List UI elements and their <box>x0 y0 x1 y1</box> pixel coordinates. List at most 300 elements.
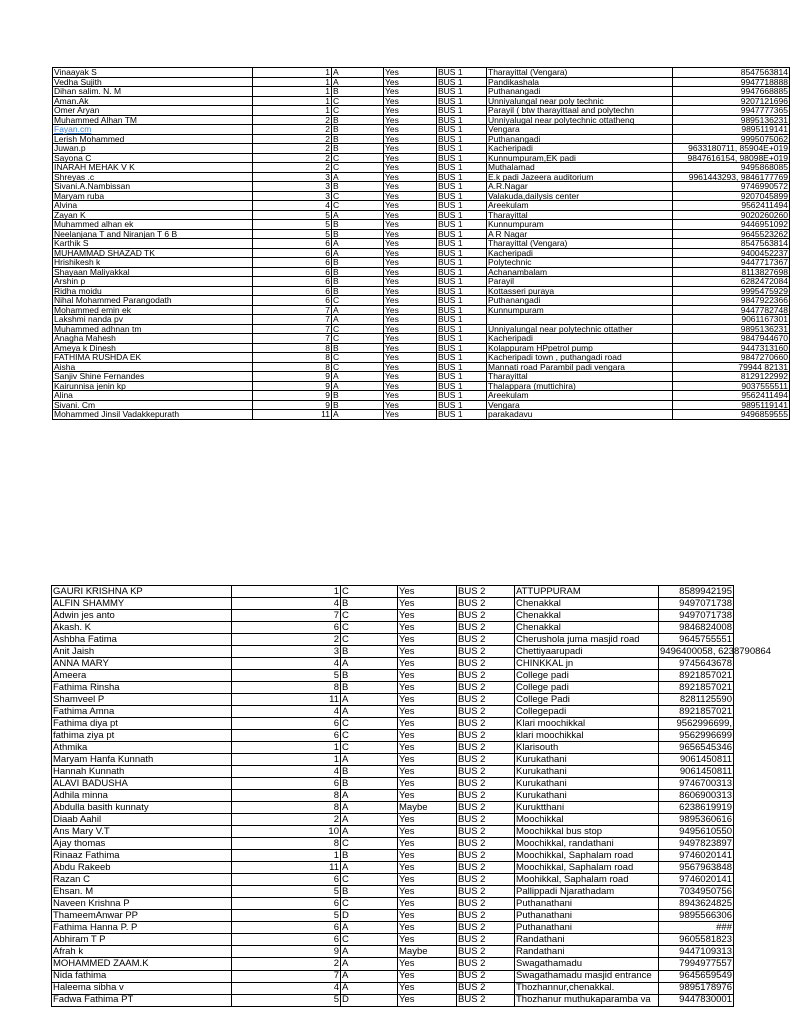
phone-number-cell: 9567963848 <box>659 862 734 874</box>
student-name-cell: Juwan.p <box>53 144 253 154</box>
phone-number-cell: 8921857021 <box>659 682 734 694</box>
bus-number-cell: BUS 1 <box>437 182 487 192</box>
table-row <box>53 239 790 249</box>
bus-number-cell: BUS 2 <box>457 670 515 682</box>
student-name-cell: Anit Jaish <box>52 646 232 658</box>
table-row <box>52 598 734 610</box>
bus-number-cell: BUS 2 <box>457 982 515 994</box>
pickup-location-cell: klari moochikkal <box>515 730 659 742</box>
pickup-location-cell: Mannati road Parambil padi vengara <box>487 362 673 372</box>
bus-number-cell: BUS 1 <box>437 353 487 363</box>
division-cell: B <box>341 646 398 658</box>
phone-number-cell: 9645659549 <box>659 970 734 982</box>
bus-number-cell: BUS 1 <box>437 144 487 154</box>
class-number-cell: 9 <box>253 381 332 391</box>
class-number-cell: 1 <box>232 586 341 598</box>
pickup-location-cell: Tharayittal (Vengara) <box>487 68 673 78</box>
division-cell: B <box>341 886 398 898</box>
table-row <box>52 886 734 898</box>
division-cell: A <box>341 970 398 982</box>
class-number-cell: 7 <box>253 305 332 315</box>
bus-number-cell: BUS 1 <box>437 229 487 239</box>
phone-number-cell: 9746700313 <box>659 778 734 790</box>
phone-number-cell: 9447782748 <box>673 305 790 315</box>
phone-number-cell: 9497071738 <box>659 610 734 622</box>
pickup-location-cell: ATTUPPURAM <box>515 586 659 598</box>
pickup-location-cell: Chenakkal <box>515 598 659 610</box>
pickup-location-cell: Kunnumpuram,EK padi <box>487 153 673 163</box>
phone-number-cell: 9020260260 <box>673 210 790 220</box>
transport-confirmed-cell: Yes <box>398 742 457 754</box>
student-name-cell: Razan C <box>52 874 232 886</box>
bus-number-cell: BUS 2 <box>457 586 515 598</box>
phone-number-cell: 8547563814 <box>673 239 790 249</box>
table-row <box>52 790 734 802</box>
bus-number-cell: BUS 1 <box>437 286 487 296</box>
division-cell: B <box>341 670 398 682</box>
bus-number-cell: BUS 2 <box>457 958 515 970</box>
class-number-cell: 2 <box>232 958 341 970</box>
transport-confirmed-cell: Maybe <box>398 946 457 958</box>
student-name-cell: Ameya k Dinesh <box>53 343 253 353</box>
class-number-cell: 6 <box>253 239 332 249</box>
bus-number-cell: BUS 2 <box>457 634 515 646</box>
phone-number-cell: 9447830001 <box>659 994 734 1006</box>
bus-number-cell: BUS 1 <box>437 77 487 87</box>
class-number-cell: 9 <box>253 372 332 382</box>
bus-number-cell: BUS 1 <box>437 96 487 106</box>
phone-number-cell: 8943624825 <box>659 898 734 910</box>
bus-number-cell: BUS 2 <box>457 730 515 742</box>
transport-confirmed-cell: Yes <box>398 598 457 610</box>
table-row <box>53 372 790 382</box>
phone-number-cell: 9605581823 <box>659 934 734 946</box>
pickup-location-cell: Kunnumpuram <box>487 220 673 230</box>
transport-confirmed-cell: Yes <box>384 286 437 296</box>
student-name-cell: Aisha <box>53 362 253 372</box>
phone-number-cell: 9947718888 <box>673 77 790 87</box>
division-cell: B <box>332 229 384 239</box>
pickup-location-cell <box>487 315 673 325</box>
division-cell: A <box>341 694 398 706</box>
pickup-location-cell: A.R.Nagar <box>487 182 673 192</box>
pickup-location-cell: Thozhanur muthukaparamba va <box>515 994 659 1006</box>
class-number-cell: 6 <box>232 874 341 886</box>
student-name-cell: Haleema sibha v <box>52 982 232 994</box>
bus-number-cell: BUS 2 <box>457 790 515 802</box>
pickup-location-cell: Thozhannur,chenakkal. <box>515 982 659 994</box>
class-number-cell: 2 <box>253 125 332 135</box>
class-number-cell: 5 <box>253 229 332 239</box>
phone-number-cell: 9745643678 <box>659 658 734 670</box>
transport-confirmed-cell: Yes <box>384 324 437 334</box>
student-name-cell: Ridha moidu <box>53 286 253 296</box>
class-number-cell: 6 <box>232 922 341 934</box>
transport-confirmed-cell: Yes <box>398 670 457 682</box>
table-row <box>53 258 790 268</box>
division-cell: B <box>332 286 384 296</box>
pickup-location-cell: Moochikkal, randathani <box>515 838 659 850</box>
student-name-cell: Muhammed Alhan TM <box>53 115 253 125</box>
class-number-cell: 6 <box>253 248 332 258</box>
pickup-location-cell: Moochikkal, Saphalam road <box>515 862 659 874</box>
bus-number-cell: BUS 1 <box>437 191 487 201</box>
transport-confirmed-cell: Yes <box>398 706 457 718</box>
student-name-cell: Ashbha Fatima <box>52 634 232 646</box>
bus-number-cell: BUS 1 <box>437 372 487 382</box>
transport-confirmed-cell: Yes <box>384 182 437 192</box>
division-cell: C <box>332 163 384 173</box>
student-name-cell: Lerish Mohammed <box>53 134 253 144</box>
pickup-location-cell: Areekulam <box>487 201 673 211</box>
phone-number-cell: 8589942195 <box>659 586 734 598</box>
pickup-location-cell: Klarisouth <box>515 742 659 754</box>
table-row <box>52 646 734 658</box>
table-row <box>53 191 790 201</box>
student-name-cell: Omer Aryan <box>53 106 253 116</box>
pickup-location-cell: A R Nagar <box>487 229 673 239</box>
table-row <box>52 982 734 994</box>
pickup-location-cell: Tharayittal (Vengara) <box>487 239 673 249</box>
pickup-location-cell: Kunnumpuram <box>487 305 673 315</box>
class-number-cell: 4 <box>232 658 341 670</box>
table-row <box>53 77 790 87</box>
table-row <box>52 970 734 982</box>
transport-confirmed-cell: Yes <box>384 391 437 401</box>
student-name-cell: Muhammed adhnan tm <box>53 324 253 334</box>
student-name-cell: Abdu Rakeeb <box>52 862 232 874</box>
student-name-cell: Alina <box>53 391 253 401</box>
class-number-cell: 7 <box>232 970 341 982</box>
bus-number-cell: BUS 1 <box>437 277 487 287</box>
pickup-location-cell: Valakuda,dailysis center <box>487 191 673 201</box>
class-number-cell: 4 <box>232 706 341 718</box>
division-cell: A <box>332 410 384 420</box>
table-row <box>53 343 790 353</box>
bus-number-cell: BUS 1 <box>437 134 487 144</box>
phone-number-cell: 8547563814 <box>673 68 790 78</box>
division-cell: C <box>341 718 398 730</box>
bus-number-cell: BUS 1 <box>437 362 487 372</box>
pickup-location-cell: Collegepadi <box>515 706 659 718</box>
transport-confirmed-cell: Yes <box>398 814 457 826</box>
division-cell: C <box>332 153 384 163</box>
transport-confirmed-cell: Yes <box>384 191 437 201</box>
student-name-cell: Athmika <box>52 742 232 754</box>
pickup-location-cell: Moochikkal <box>515 814 659 826</box>
transport-confirmed-cell: Yes <box>384 410 437 420</box>
phone-number-cell: 9847616154, 98098E+019 <box>673 153 790 163</box>
phone-number-cell: 9037555511 <box>673 381 790 391</box>
bus-number-cell: BUS 2 <box>457 766 515 778</box>
class-number-cell: 1 <box>232 742 341 754</box>
division-cell: A <box>341 802 398 814</box>
table-row <box>53 410 790 420</box>
table-row <box>52 754 734 766</box>
bus-number-cell: BUS 2 <box>457 946 515 958</box>
division-cell: A <box>341 790 398 802</box>
division-cell: B <box>332 125 384 135</box>
division-cell: C <box>332 334 384 344</box>
class-number-cell: 11 <box>232 694 341 706</box>
table-row <box>52 862 734 874</box>
phone-number-cell: 6282472084 <box>673 277 790 287</box>
pickup-location-cell: Kurukathani <box>515 754 659 766</box>
transport-confirmed-cell: Yes <box>398 886 457 898</box>
pickup-location-cell: Kuruktthani <box>515 802 659 814</box>
student-name-cell: Dihan salim. N. M <box>53 87 253 97</box>
division-cell: C <box>341 634 398 646</box>
bus-number-cell: BUS 2 <box>457 658 515 670</box>
student-name-cell: Maryam ruba <box>53 191 253 201</box>
division-cell: A <box>341 658 398 670</box>
student-name-cell: Anagha Mahesh <box>53 334 253 344</box>
student-name-cell: Karthik S <box>53 239 253 249</box>
division-cell: C <box>332 353 384 363</box>
student-name-cell: Diaab Aahil <box>52 814 232 826</box>
division-cell: B <box>332 134 384 144</box>
student-name-cell: Abhiram T P <box>52 934 232 946</box>
phone-number-cell: 9895360616 <box>659 814 734 826</box>
table-row <box>53 315 790 325</box>
pickup-location-cell: Chenakkal <box>515 610 659 622</box>
student-name-cell: ThameemAnwar PP <box>52 910 232 922</box>
student-name-cell: Sivani. Cm <box>53 400 253 410</box>
division-cell: B <box>332 115 384 125</box>
table-row <box>53 391 790 401</box>
table-row <box>52 874 734 886</box>
student-name-cell: Naveen Krishna P <box>52 898 232 910</box>
phone-number-cell: 9207045899 <box>673 191 790 201</box>
class-number-cell: 8 <box>232 802 341 814</box>
transport-confirmed-cell: Yes <box>398 994 457 1006</box>
transport-confirmed-cell: Yes <box>398 838 457 850</box>
student-name-cell: Vinaayak S <box>53 68 253 78</box>
table-row <box>52 730 734 742</box>
division-cell: A <box>341 958 398 970</box>
pickup-location-cell: Parayil <box>487 277 673 287</box>
student-name-cell: Shamveel P <box>52 694 232 706</box>
table-row <box>53 144 790 154</box>
pickup-location-cell: Kacheripadi <box>487 334 673 344</box>
bus-number-cell: BUS 1 <box>437 68 487 78</box>
bus2-student-table <box>51 585 771 1007</box>
transport-confirmed-cell: Yes <box>384 229 437 239</box>
division-cell: C <box>332 96 384 106</box>
table-row <box>53 229 790 239</box>
bus-number-cell: BUS 2 <box>457 814 515 826</box>
class-number-cell: 8 <box>232 790 341 802</box>
class-number-cell: 6 <box>253 267 332 277</box>
class-number-cell: 5 <box>232 670 341 682</box>
transport-confirmed-cell: Yes <box>398 874 457 886</box>
table-row <box>53 134 790 144</box>
phone-number-cell: 9495610550 <box>659 826 734 838</box>
phone-number-cell: 9895566306 <box>659 910 734 922</box>
bus2-table-body <box>52 585 771 1007</box>
transport-confirmed-cell: Yes <box>384 201 437 211</box>
division-cell: A <box>341 826 398 838</box>
phone-number-cell: 9562996699 <box>659 730 734 742</box>
student-name-cell: Fathima Amna <box>52 706 232 718</box>
student-name-cell: Zayan K <box>53 210 253 220</box>
division-cell: C <box>332 296 384 306</box>
student-name-cell: Shreyas .c <box>53 172 253 182</box>
class-number-cell: 9 <box>253 400 332 410</box>
table-row <box>52 946 734 958</box>
bus-number-cell: BUS 1 <box>437 172 487 182</box>
student-name-cell: Fadwa Fathima PT <box>52 994 232 1006</box>
bus-number-cell: BUS 2 <box>457 706 515 718</box>
transport-confirmed-cell: Yes <box>398 826 457 838</box>
student-name-cell: Afrah k <box>52 946 232 958</box>
phone-number-cell: 9895178976 <box>659 982 734 994</box>
bus-number-cell: BUS 2 <box>457 742 515 754</box>
transport-confirmed-cell: Yes <box>384 381 437 391</box>
student-name-cell: Shayaan Maliyakkal <box>53 267 253 277</box>
phone-number-cell: 8113827698 <box>673 267 790 277</box>
class-number-cell: 8 <box>232 682 341 694</box>
table-row <box>52 898 734 910</box>
bus-number-cell: BUS 2 <box>457 910 515 922</box>
pickup-location-cell: Unniyalugal near polytechnic ottathenq <box>487 115 673 125</box>
division-cell: C <box>341 898 398 910</box>
pickup-location-cell: Chettiyaarupadi <box>515 646 659 658</box>
table-row <box>52 994 734 1006</box>
class-number-cell: 3 <box>232 646 341 658</box>
class-number-cell: 7 <box>253 334 332 344</box>
class-number-cell: 6 <box>232 622 341 634</box>
bus-number-cell: BUS 2 <box>457 970 515 982</box>
division-cell: B <box>332 267 384 277</box>
class-number-cell: 4 <box>232 766 341 778</box>
division-cell: D <box>341 910 398 922</box>
phone-number-cell: 9846824008 <box>659 622 734 634</box>
table-row <box>53 182 790 192</box>
table-row <box>52 694 734 706</box>
phone-number-cell: 79944 82131 <box>673 362 790 372</box>
transport-confirmed-cell: Yes <box>384 87 437 97</box>
table-row <box>52 658 734 670</box>
bus-number-cell: BUS 2 <box>457 646 515 658</box>
pickup-location-cell: Moochikkal, Saphalam road <box>515 850 659 862</box>
class-number-cell: 3 <box>253 182 332 192</box>
bus-number-cell: BUS 1 <box>437 267 487 277</box>
table-row <box>52 766 734 778</box>
class-number-cell: 8 <box>253 343 332 353</box>
division-cell: A <box>341 706 398 718</box>
bus-number-cell: BUS 1 <box>437 400 487 410</box>
bus-number-cell: BUS 1 <box>437 106 487 116</box>
student-name-cell: Ehsan. M <box>52 886 232 898</box>
bus-number-cell: BUS 1 <box>437 296 487 306</box>
student-name-cell: Muhammed alhan ek <box>53 220 253 230</box>
bus-number-cell: BUS 2 <box>457 826 515 838</box>
phone-number-cell: 7034950756 <box>659 886 734 898</box>
pickup-location-cell: Kacheripadi <box>487 248 673 258</box>
pickup-location-cell: Puthanangadi <box>487 296 673 306</box>
pickup-location-cell: Muthalamad <box>487 163 673 173</box>
bus-number-cell: BUS 2 <box>457 850 515 862</box>
phone-number-cell: 9895119141 <box>673 125 790 135</box>
class-number-cell: 1 <box>253 68 332 78</box>
table-row <box>53 334 790 344</box>
division-cell: A <box>341 982 398 994</box>
division-cell: B <box>332 258 384 268</box>
division-cell: B <box>341 598 398 610</box>
phone-number-cell: 9746990572 <box>673 182 790 192</box>
table-row <box>53 106 790 116</box>
bus-number-cell: BUS 1 <box>437 239 487 249</box>
pickup-location-cell: Vengara <box>487 125 673 135</box>
class-number-cell: 4 <box>232 982 341 994</box>
table-row <box>52 826 734 838</box>
table-row <box>53 68 790 78</box>
student-name-cell: Adwin jes anto <box>52 610 232 622</box>
phone-number-cell: 9895136231 <box>673 115 790 125</box>
phone-number-cell: 8606900313 <box>659 790 734 802</box>
student-name-cell: Rinaaz Fathima <box>52 850 232 862</box>
pickup-location-cell: Puthanathani <box>515 898 659 910</box>
transport-confirmed-cell: Maybe <box>398 802 457 814</box>
pickup-location-cell: Randathani <box>515 934 659 946</box>
transport-confirmed-cell: Yes <box>384 172 437 182</box>
table-row <box>53 163 790 173</box>
phone-number-cell: 9995075062 <box>673 134 790 144</box>
student-name-cell: Lakshmi nanda pv <box>53 315 253 325</box>
bus-number-cell: BUS 1 <box>437 305 487 315</box>
division-cell: D <box>341 994 398 1006</box>
bus-number-cell: BUS 1 <box>437 315 487 325</box>
division-cell: A <box>332 315 384 325</box>
phone-number-cell: 9447313160 <box>673 343 790 353</box>
division-cell: B <box>341 766 398 778</box>
phone-number-cell: 9447109313 <box>659 946 734 958</box>
transport-confirmed-cell: Yes <box>384 372 437 382</box>
pickup-location-cell: Puthanangadi <box>487 87 673 97</box>
division-cell: A <box>332 372 384 382</box>
division-cell: A <box>332 68 384 78</box>
table-row <box>53 305 790 315</box>
phone-number-cell: 6238619919 <box>659 802 734 814</box>
student-name-cell: fathima ziya pt <box>52 730 232 742</box>
phone-number-cell: 9847944670 <box>673 334 790 344</box>
table-row <box>53 220 790 230</box>
table-row <box>52 742 734 754</box>
transport-confirmed-cell: Yes <box>398 970 457 982</box>
bus-number-cell: BUS 2 <box>457 754 515 766</box>
pickup-location-cell: Klari moochikkal <box>515 718 659 730</box>
division-cell: C <box>341 586 398 598</box>
phone-number-cell: 9061450811 <box>659 766 734 778</box>
division-cell: B <box>341 682 398 694</box>
student-name-link[interactable]: Fayan.cm <box>53 125 253 135</box>
transport-confirmed-cell: Yes <box>398 934 457 946</box>
transport-confirmed-cell: Yes <box>398 850 457 862</box>
transport-confirmed-cell: Yes <box>398 694 457 706</box>
division-cell: A <box>332 172 384 182</box>
transport-confirmed-cell: Yes <box>384 210 437 220</box>
bus-number-cell: BUS 1 <box>437 87 487 97</box>
division-cell: C <box>341 730 398 742</box>
transport-confirmed-cell: Yes <box>398 910 457 922</box>
transport-confirmed-cell: Yes <box>384 296 437 306</box>
division-cell: A <box>332 248 384 258</box>
division-cell: B <box>332 87 384 97</box>
student-name-cell: Alvina <box>53 201 253 211</box>
table-row <box>52 958 734 970</box>
transport-confirmed-cell: Yes <box>384 267 437 277</box>
